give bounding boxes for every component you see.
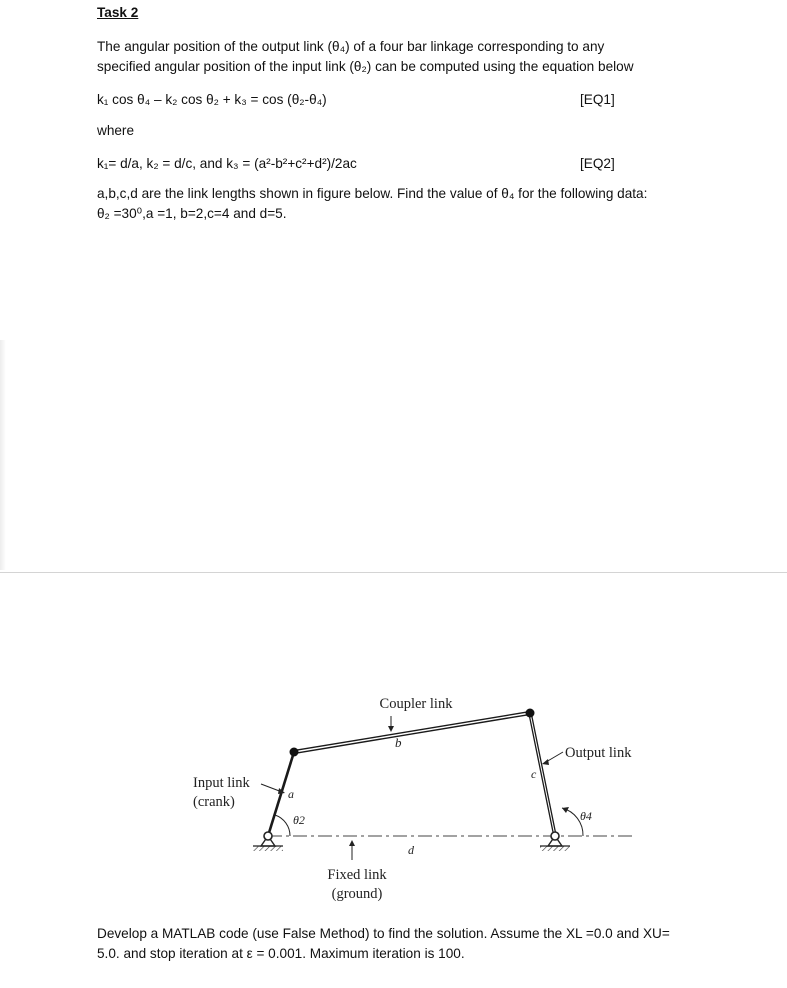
theta2-arc xyxy=(275,815,290,836)
task-title: Task 2 xyxy=(97,5,139,20)
intro-line-1: The angular position of the output link (θ₄) of a four bar linkage corresponding to any xyxy=(97,39,605,54)
equation-2-tag: [EQ2] xyxy=(580,156,615,171)
four-bar-linkage-figure xyxy=(0,680,787,910)
fixed-link-label-2: (ground) xyxy=(331,886,383,902)
intro-line-2: specified angular position of the input link (θ₂) can be computed using the equation below xyxy=(97,59,634,74)
develop-line-2: 5.0. and stop iteration at ε = 0.001. Maximum iteration is 100. xyxy=(97,946,465,961)
develop-line-1: Develop a MATLAB code (use False Method) to find the solution. Assume the XL =0.0 and XU= xyxy=(97,926,670,941)
fixed-link-label-1: Fixed link xyxy=(327,867,387,883)
ground-pivot-left xyxy=(253,832,283,851)
joint-crank-coupler xyxy=(290,748,299,757)
page-divider xyxy=(0,572,787,573)
input-link-label-2: (crank) xyxy=(193,794,235,810)
equation-1-tag: [EQ1] xyxy=(580,92,615,107)
where-label: where xyxy=(97,123,135,138)
page-edge-shade xyxy=(0,340,6,570)
data-line-1: a,b,c,d are the link lengths shown in figure below. Find the value of θ₄ for the following data: xyxy=(97,186,648,201)
input-link-label-1: Input link xyxy=(193,775,250,791)
equation-1: k₁ cos θ₄ – k₂ cos θ₂ + k₃ = cos (θ₂-θ₄) xyxy=(97,92,327,107)
c-label: c xyxy=(531,767,537,781)
a-label: a xyxy=(288,787,294,801)
b-label: b xyxy=(395,735,402,750)
theta2-label: θ2 xyxy=(293,813,305,827)
output-link-label: Output link xyxy=(565,745,632,761)
data-line-2: θ₂ =30⁰,a =1, b=2,c=4 and d=5. xyxy=(97,206,287,221)
joint-coupler-output xyxy=(526,709,535,718)
equation-2: k₁= d/a, k₂ = d/c, and k₃ = (a²-b²+c²+d²)/2ac xyxy=(97,156,357,171)
theta4-label: θ4 xyxy=(580,809,592,823)
coupler-link-label: Coupler link xyxy=(379,696,453,712)
ground-pivot-right xyxy=(540,832,570,851)
d-label: d xyxy=(408,843,414,857)
